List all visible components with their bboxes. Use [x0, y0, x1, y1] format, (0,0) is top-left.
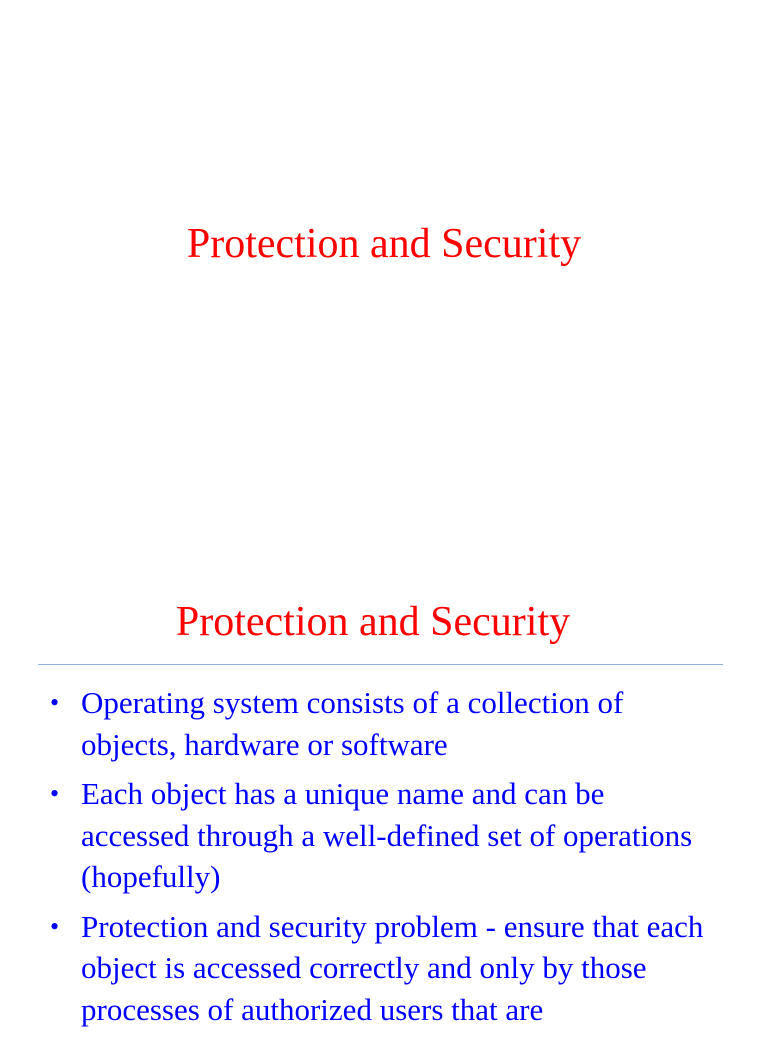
bullet-text: Protection and security problem - ensure that each object is accessed correctly and only by those processes of authorized users that are	[81, 908, 704, 1027]
bullet-text: Operating system consists of a collection of objects, hardware or software	[81, 685, 624, 762]
bullet-icon: •	[50, 911, 60, 941]
bullet-icon: •	[50, 779, 60, 808]
content-slide-heading: Protection and Security	[175, 599, 571, 645]
title-slide-heading: Protection and Security	[186, 221, 582, 267]
bullet-icon: •	[50, 688, 60, 717]
bullet-list	[50, 682, 720, 1038]
bullet-item	[50, 682, 720, 765]
content-slide	[0, 540, 768, 1027]
bullet-item	[50, 773, 720, 898]
bullet-item	[50, 906, 720, 1031]
title-divider	[38, 664, 723, 665]
bullet-text: Each object has a unique name and can be accessed through a well-defined set of operations (hopefully)	[81, 776, 693, 894]
